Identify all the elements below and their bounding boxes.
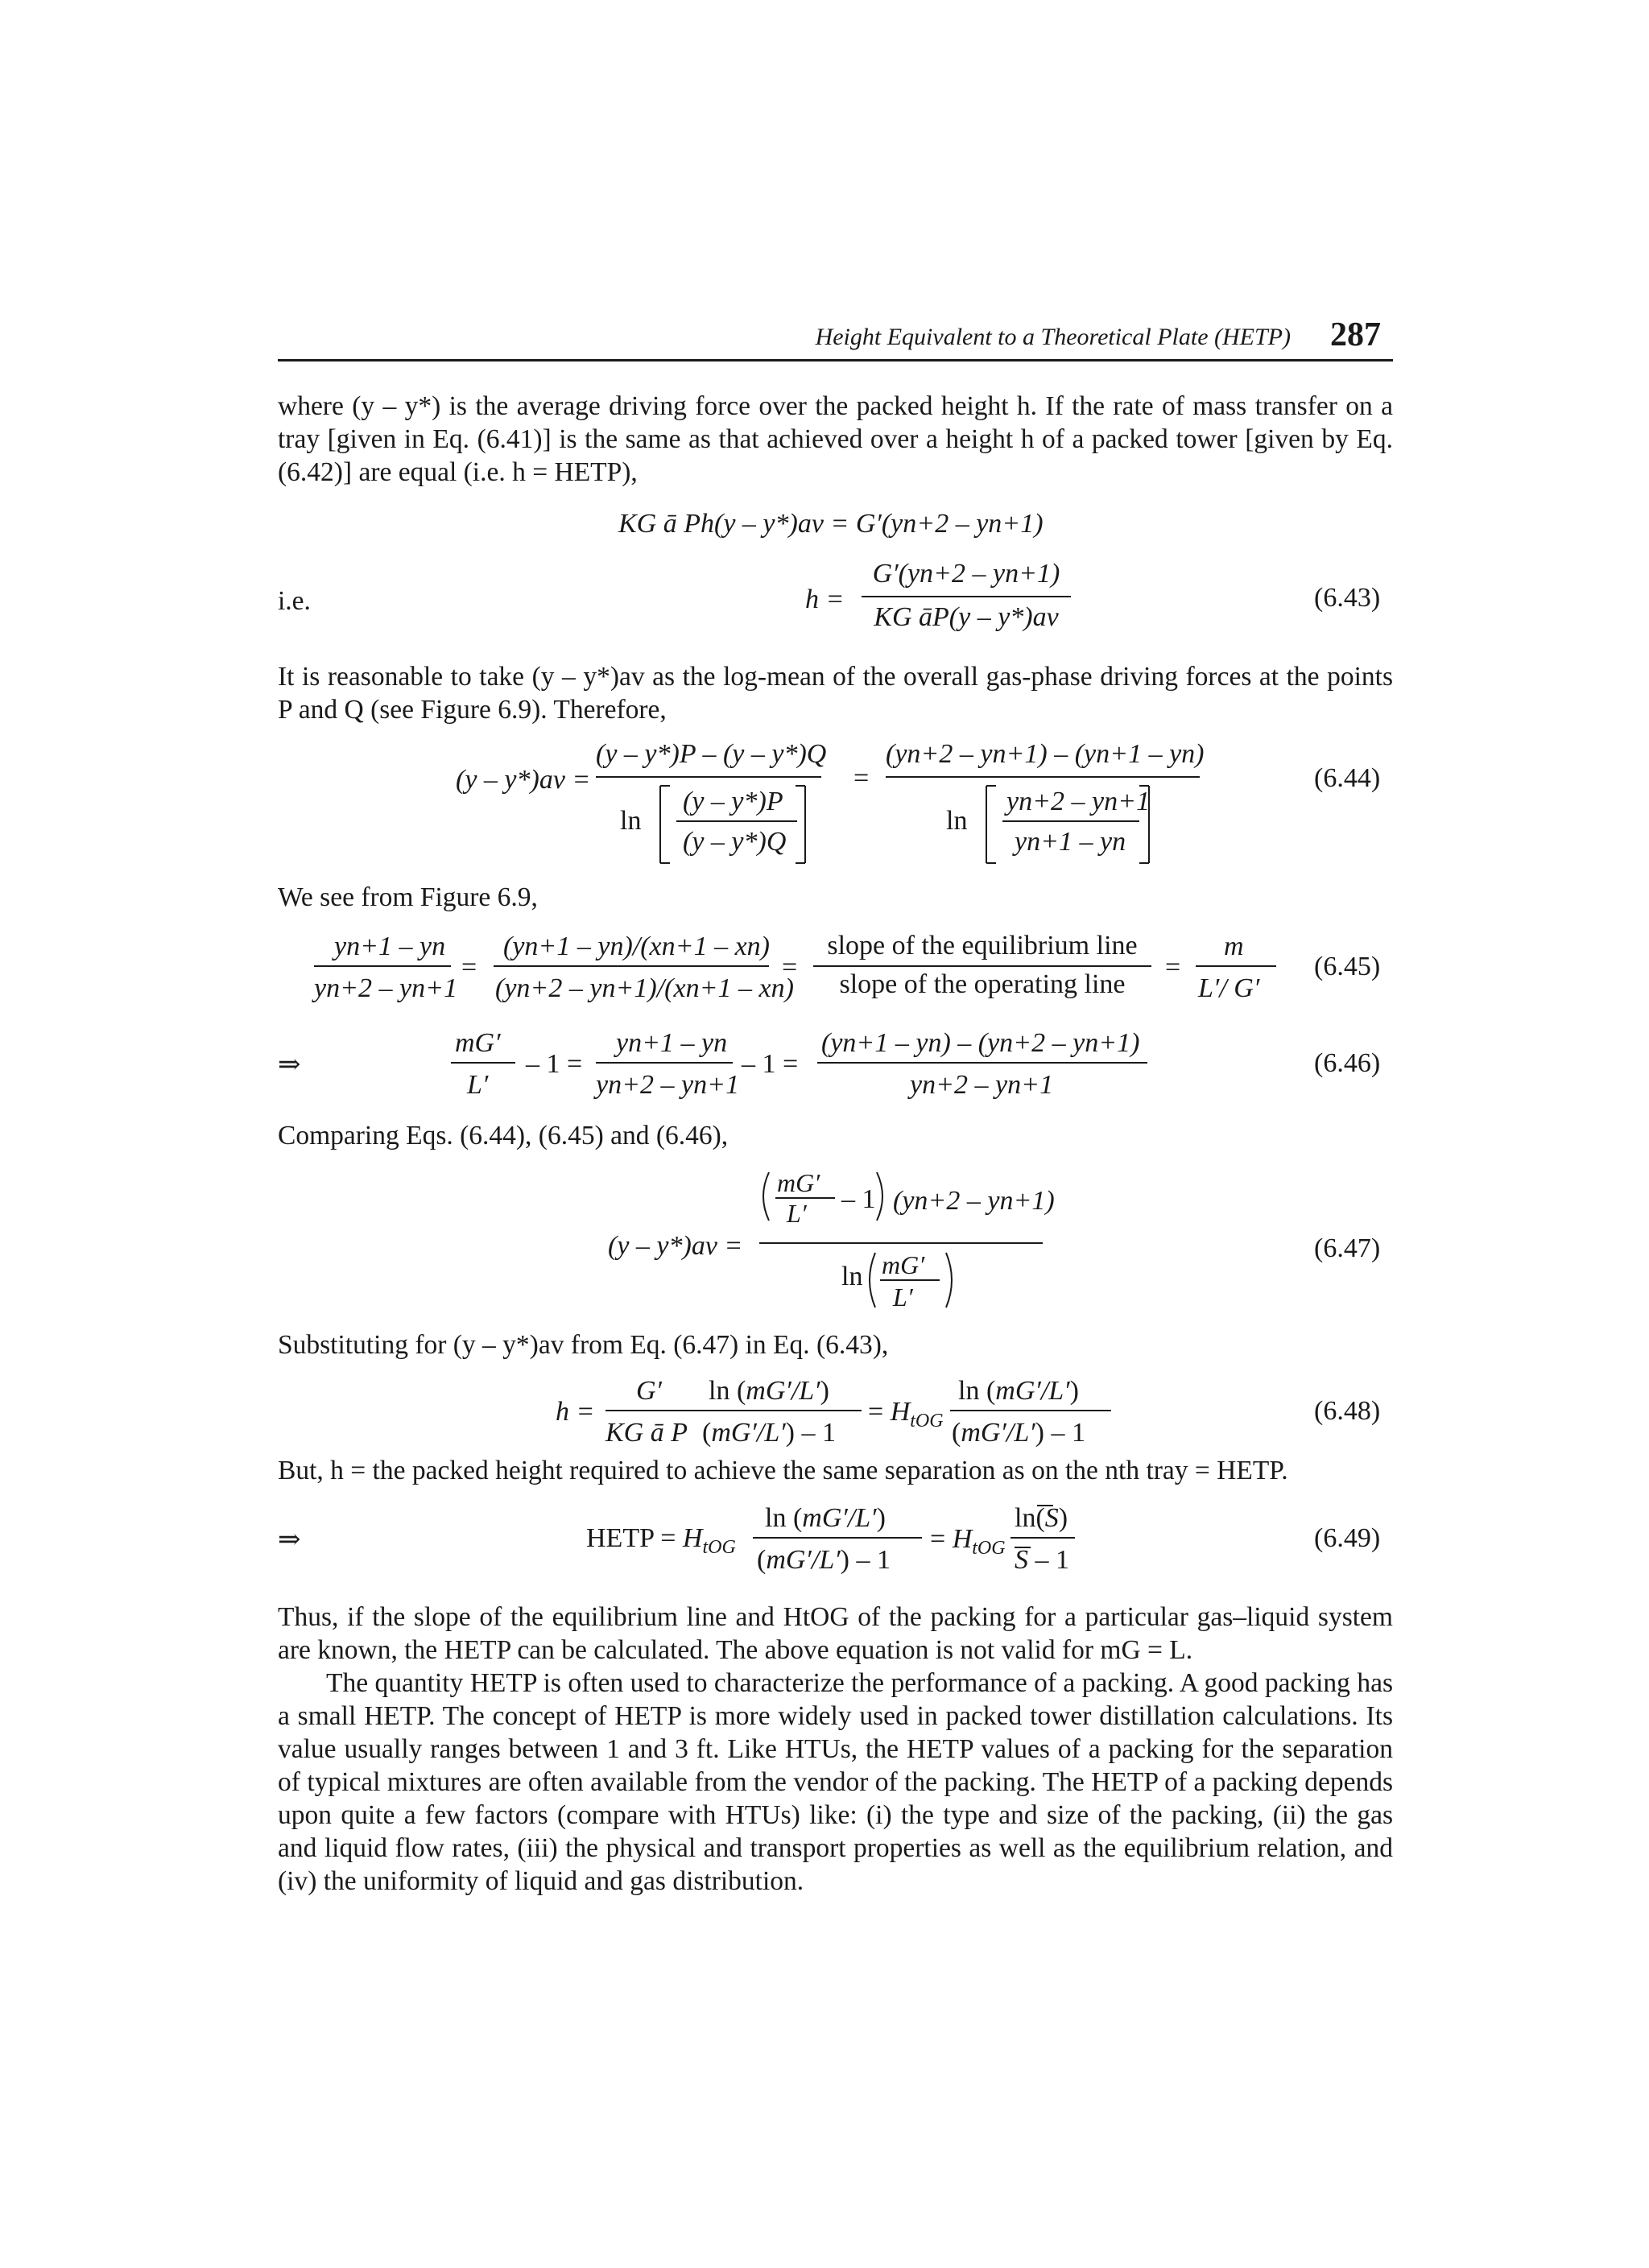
equation-number-6-46: (6.46) xyxy=(1314,1048,1381,1078)
equals-sign: = xyxy=(853,763,870,793)
svg-text:mG′: mG′ xyxy=(882,1250,925,1279)
svg-text:L′: L′ xyxy=(467,1070,489,1100)
svg-text:= HtOG: = $H_{tOG}$ xyxy=(868,1397,944,1431)
svg-text:=: = xyxy=(461,952,477,982)
equation-6-44-lhs: (y – y*)av = xyxy=(456,765,591,795)
svg-text:L′: L′ xyxy=(893,1283,913,1312)
fraction-bar xyxy=(862,596,1071,597)
header-rule xyxy=(278,359,1393,361)
svg-text:= HtOG: = $H_{tOG}$ xyxy=(930,1524,1006,1559)
svg-text:(yn+1 – yn)/(xn+1 – xn): (yn+1 – yn)/(xn+1 – xn) xyxy=(503,932,770,961)
svg-text:(mG′/L′) – 1: (mG′/L′) – 1 xyxy=(702,1418,836,1448)
equation-6-47 xyxy=(608,1163,1059,1324)
paragraph-2: It is reasonable to take (y – y*)av as the log-mean of the overall gas-phase driving forces at the points P and Q (see Figure 6.9). Therefore, xyxy=(278,662,1393,725)
equation-6-49-rhs xyxy=(749,1496,1087,1584)
equation-number-6-47: (6.47) xyxy=(1314,1233,1381,1263)
equation-6-49-lhs: HETP = $H_{tOG}$ xyxy=(586,1523,736,1558)
equation-number-6-48: (6.48) xyxy=(1314,1396,1381,1426)
svg-text:(yn+1 – yn) – (yn+2 – yn+1): (yn+1 – yn) – (yn+2 – yn+1) xyxy=(821,1028,1140,1058)
paragraph-6: But, h = the packed height required to achieve the same separation as on the nth tray = HETP. xyxy=(278,1456,1288,1485)
equation-6-43-numerator: G′(yn+2 – yn+1) xyxy=(872,559,1060,589)
paragraph-8: The quantity HETP is often used to characterize the performance of a packing. A good packing has a small HETP. The concept of HETP is more widely used in packed tower distillation calculations. Its value usually ranges between 1 and 3 ft. Like HTUs, the HETP values of a packing for the separation of typical mixtures are often available from the vendor of the packing. The HETP of a packing depends upon quite a few factors (compare with HTUs) like: (i) the type and size of the packing, (ii) the gas and liquid flow rates, (iii) the physical and transport properties as well as the equilibrium relation, and (iv) the uniformity of liquid and gas distribution. xyxy=(278,1668,1393,1896)
svg-text:mG′: mG′ xyxy=(777,1168,820,1197)
svg-text:yn+2 – yn+1: yn+2 – yn+1 xyxy=(1006,787,1151,816)
log-ratio-2 xyxy=(938,779,1180,868)
svg-text:(y – y*)av =: (y – y*)av = xyxy=(608,1231,743,1261)
svg-text:yn+1 – yn: yn+1 – yn xyxy=(334,932,446,961)
svg-text:yn+1 – yn: yn+1 – yn xyxy=(1015,827,1126,857)
svg-text:(y – y*)Q: (y – y*)Q xyxy=(683,827,787,857)
equation-6-43-lhs: h = xyxy=(805,585,845,614)
equation-6-43-denominator: KG āP(y – y*)av xyxy=(874,602,1059,632)
paragraph-5: Substituting for (y – y*)av from Eq. (6.47) in Eq. (6.43), xyxy=(278,1330,889,1360)
equation-6-45 xyxy=(278,924,1308,1013)
svg-text:=: = xyxy=(782,952,798,982)
fraction-bar xyxy=(596,776,821,778)
svg-text:ln (mG′/L′): ln (mG′/L′) xyxy=(765,1503,886,1533)
svg-text:yn+2 – yn+1: yn+2 – yn+1 xyxy=(910,1070,1054,1100)
svg-text:S – 1: S – 1 xyxy=(1015,1545,1069,1575)
equation-6-46 xyxy=(447,1021,1155,1109)
svg-text:yn+2 – yn+1: yn+2 – yn+1 xyxy=(314,973,458,1003)
svg-text:– 1: – 1 xyxy=(841,1184,876,1214)
svg-text:h =: h = xyxy=(556,1397,595,1427)
operating-slope-label: slope of the operating line xyxy=(839,969,1126,999)
equation-number-6-44: (6.44) xyxy=(1314,763,1381,793)
svg-text:– 1 =: – 1 = xyxy=(526,1049,583,1079)
paragraph-1: where (y – y*) is the average driving force over the packed height h. If the rate of mass transfer on a tray [given in Eq. (6.41)] is the same as that achieved over a height h of a packed tower [given by Eq. (6.42)] are equal (i.e. h = HETP), xyxy=(278,391,1393,487)
svg-text:ln(S): ln(S) xyxy=(1015,1503,1068,1533)
svg-text:(y – y*)P: (y – y*)P xyxy=(683,787,783,816)
svg-text:mG′: mG′ xyxy=(455,1028,501,1058)
svg-text:m: m xyxy=(1224,932,1244,961)
equation-6-44-numerator-2: (yn+2 – yn+1) – (yn+1 – yn) xyxy=(886,739,1205,769)
log-ratio-1 xyxy=(612,779,829,868)
equation-number-6-49: (6.49) xyxy=(1314,1523,1381,1553)
fraction-bar xyxy=(886,776,1200,778)
equilibrium-slope-label: slope of the equilibrium line xyxy=(827,931,1138,960)
svg-text:ln: ln xyxy=(946,806,968,836)
equation-number-6-43: (6.43) xyxy=(1314,583,1381,613)
svg-text:ln: ln xyxy=(841,1262,863,1291)
page-number: 287 xyxy=(1330,316,1381,353)
svg-text:ln (mG′/L′): ln (mG′/L′) xyxy=(958,1376,1079,1406)
svg-text:KG ā P: KG ā P xyxy=(605,1418,688,1448)
paragraph-3: We see from Figure 6.9, xyxy=(278,882,538,912)
svg-text:(yn+2 – yn+1): (yn+2 – yn+1) xyxy=(893,1186,1055,1216)
equation-6-48 xyxy=(556,1369,1151,1457)
svg-text:L′: L′ xyxy=(787,1199,807,1228)
svg-text:ln: ln xyxy=(620,806,642,836)
svg-text:yn+2 – yn+1: yn+2 – yn+1 xyxy=(596,1070,740,1100)
svg-text:yn+1 – yn: yn+1 – yn xyxy=(616,1028,728,1058)
svg-text:L′/ G′: L′/ G′ xyxy=(1198,973,1260,1003)
paragraph-7: Thus, if the slope of the equilibrium line and HtOG of the packing for a particular gas–liquid system are known, the HETP can be calculated. The above equation is not valid for mG = L. xyxy=(278,1602,1393,1665)
equation-number-6-45: (6.45) xyxy=(1314,952,1381,981)
svg-text:(yn+2 – yn+1)/(xn+1 – xn): (yn+2 – yn+1)/(xn+1 – xn) xyxy=(495,973,794,1003)
svg-text:G′: G′ xyxy=(636,1376,662,1406)
svg-text:=: = xyxy=(1165,952,1181,982)
equation-6-42b: KG ā Ph(y – y*)av = G′(yn+2 – yn+1) xyxy=(618,509,1044,539)
svg-text:– 1 =: – 1 = xyxy=(742,1049,799,1079)
ie-label: i.e. xyxy=(278,586,311,616)
implies-arrow: ⇒ xyxy=(278,1525,301,1555)
equation-6-44-numerator-1: (y – y*)P – (y – y*)Q xyxy=(596,739,827,769)
svg-text:ln (mG′/L′): ln (mG′/L′) xyxy=(709,1376,829,1406)
svg-text:(mG′/L′) – 1: (mG′/L′) – 1 xyxy=(952,1418,1085,1448)
paragraph-4: Comparing Eqs. (6.44), (6.45) and (6.46), xyxy=(278,1121,729,1151)
svg-text:(mG′/L′) – 1: (mG′/L′) – 1 xyxy=(757,1545,891,1575)
running-title: Height Equivalent to a Theoretical Plate (HETP) xyxy=(815,324,1291,350)
implies-arrow: ⇒ xyxy=(278,1050,301,1080)
